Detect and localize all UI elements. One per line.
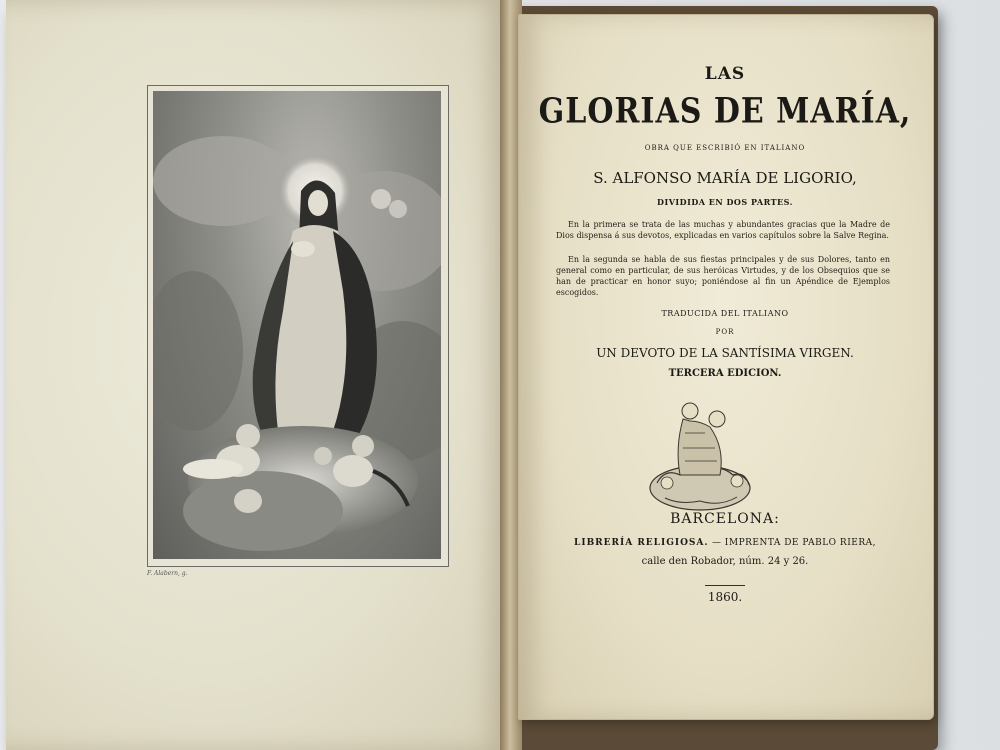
printer-name: — IMPRENTA DE PABLO RIERA, <box>711 538 876 548</box>
printers-vignette <box>645 393 755 513</box>
author-name: S. ALFONSO MARÍA DE LIGORIO, <box>593 169 857 187</box>
title-page <box>518 14 932 718</box>
edition-line: TERCERA EDICION. <box>668 368 782 379</box>
imprint-city: BARCELONA: <box>670 511 780 527</box>
part-one-description: En la primera se trata de las muchas y abundantes gracias que la Madre de Dios dispensa á sus devotos, explicadas en varios capítulos sobre la Salve Regina. <box>556 220 890 240</box>
imprint-address: calle den Robador, núm. 24 y 26. <box>641 556 809 567</box>
book-title: GLORIAS DE MARÍA, <box>538 91 912 132</box>
imprint-publisher <box>518 538 932 548</box>
part-two-description: En la segunda se habla de sus fiestas principales y de sus Dolores, tanto en general como en particular, de sus heróicas Virtudes, y de los Obsequios que se han de practicar en honor suyo; poniéndose al fin un Apéndice de Ejemplos escogidos. <box>556 255 890 297</box>
translated-line: TRADUCIDA DEL ITALIANO <box>661 309 789 318</box>
translator-line: UN DEVOTO DE LA SANTÍSIMA VIRGEN. <box>596 346 854 360</box>
engraving-image <box>153 91 441 559</box>
dividida-line: DIVIDIDA EN DOS PARTES. <box>657 197 793 207</box>
madonna-vignette-icon <box>645 393 755 513</box>
year-rule <box>705 585 745 586</box>
publisher-name: LIBRERÍA RELIGIOSA. <box>574 538 709 548</box>
engraver-signature: F. Alabern, g. <box>147 570 188 577</box>
por-line: POR <box>715 328 735 336</box>
virgin-engraving-icon <box>153 91 441 559</box>
obra-line: OBRA QUE ESCRIBIÓ EN ITALIANO <box>644 144 806 152</box>
title-las: LAS <box>704 64 746 84</box>
engraving-plate <box>147 85 449 567</box>
publication-year: 1860. <box>707 590 743 604</box>
